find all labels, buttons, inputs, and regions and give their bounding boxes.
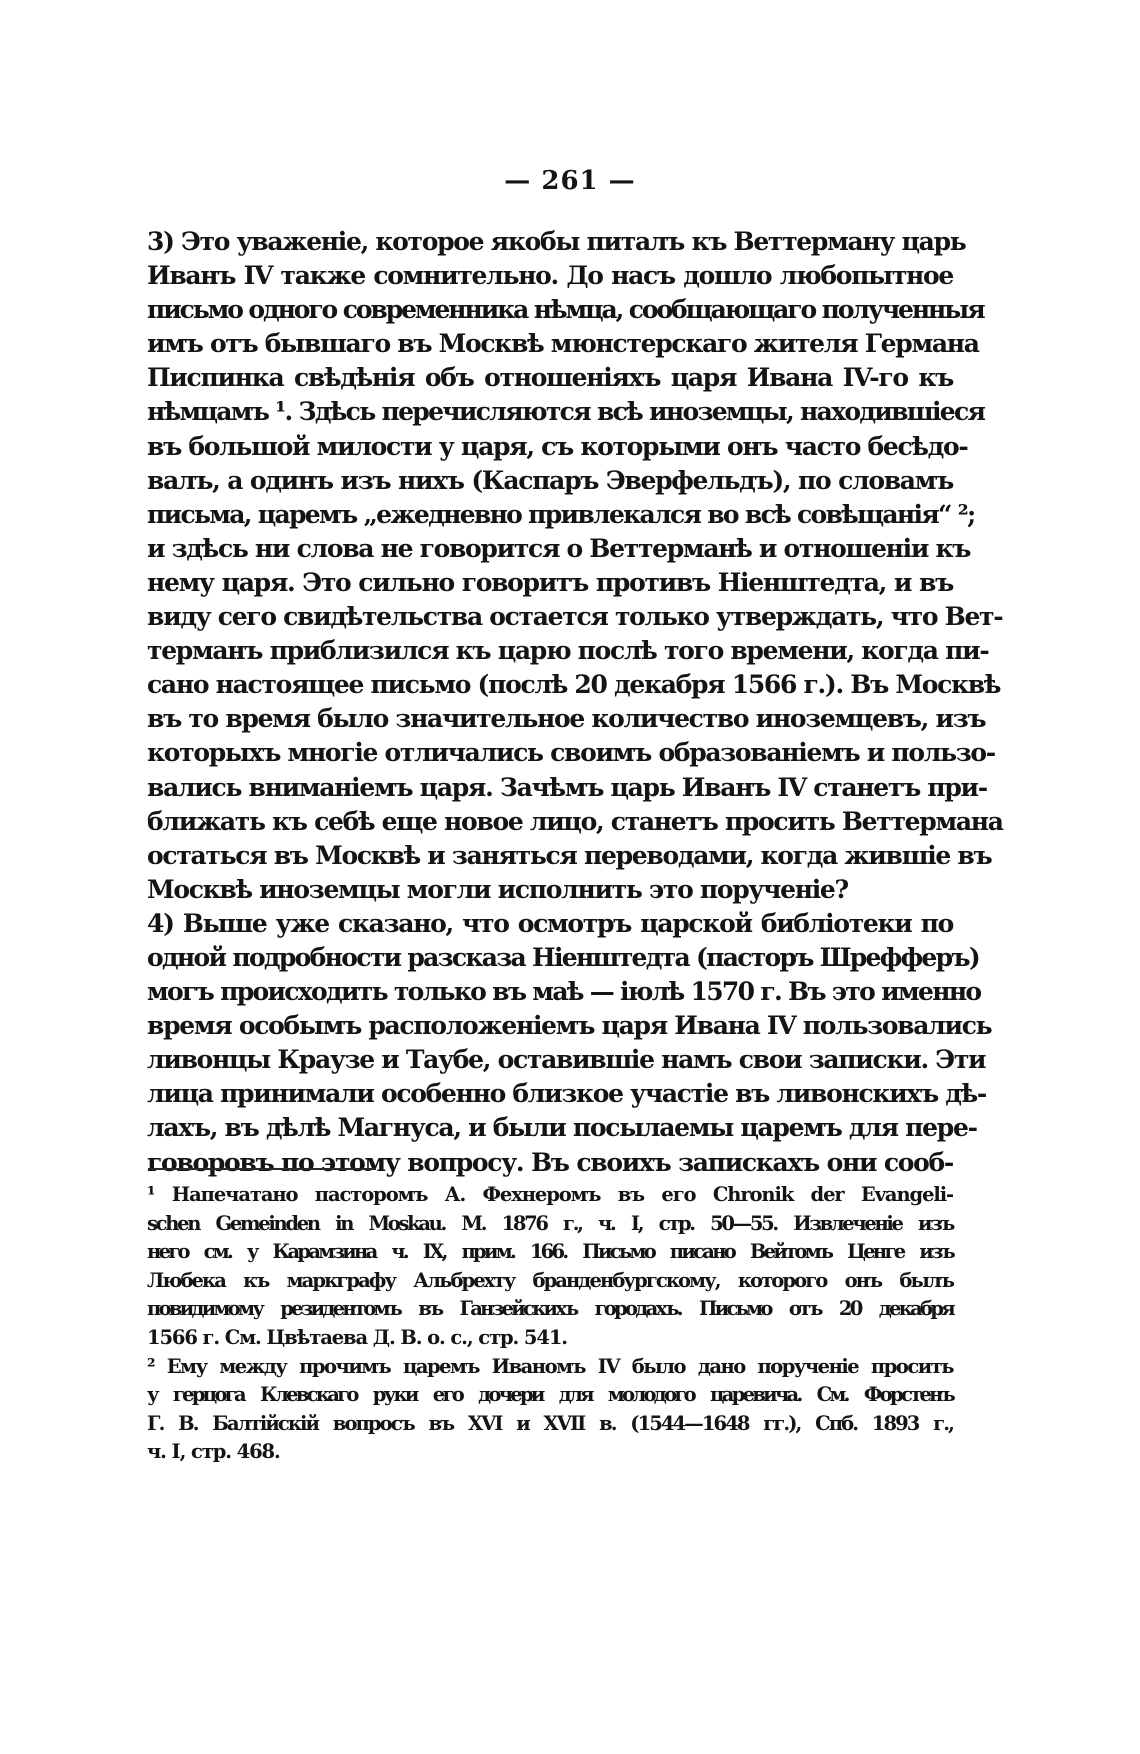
main-text-line: письма, царемъ „ежедневно привлекался во всѣ совѣщанія“ ²; bbox=[147, 499, 975, 529]
main-text-line: Писпинка свѣдѣнія объ отношеніяхъ царя Ивана IV-го къ bbox=[147, 363, 953, 393]
main-text-line: валъ, а одинъ изъ нихъ (Каспаръ Эверфельдъ), по словамъ bbox=[147, 465, 953, 495]
main-text-line: Москвѣ иноземцы могли исполнить это порученіе? bbox=[147, 874, 848, 904]
main-text-line: одной подробности разсказа Ніенштедта (пасторъ Шрефферъ) bbox=[147, 942, 980, 972]
main-text-line: говоровъ по этому вопросу. Въ своихъ запискахъ они сооб- bbox=[147, 1147, 953, 1177]
footnote-line: ² Ему между прочимъ царемъ Иваномъ IV было дано порученіе просить bbox=[147, 1354, 953, 1378]
main-text-line: виду сего свидѣтельства остается только утверждать, что Вет- bbox=[147, 602, 1003, 632]
footnotes bbox=[147, 1181, 953, 1467]
main-text bbox=[147, 225, 1003, 1180]
main-text-line: и здѣсь ни слова не говорится о Веттерманѣ и отношеніи къ bbox=[147, 533, 971, 563]
main-text-line: лахъ, въ дѣлѣ Магнуса, и были посылаемы царемъ для пере- bbox=[147, 1113, 977, 1143]
main-text-line: терманъ приблизился къ царю послѣ того времени, когда пи- bbox=[147, 636, 989, 666]
main-text-line: время особымъ расположеніемъ царя Ивана IV пользовались bbox=[147, 1011, 992, 1041]
footnote-line: у герцога Клевскаго руки его дочери для молодого царевича. См. Форстенъ bbox=[147, 1383, 953, 1407]
main-text-line: нѣмцамъ ¹. Здѣсь перечисляются всѣ иноземцы, находившіеся bbox=[147, 397, 985, 427]
footnote-line: ч. I, стр. 468. bbox=[147, 1440, 280, 1464]
main-text-line: которыхъ многіе отличались своимъ образованіемъ и пользо- bbox=[147, 738, 995, 768]
main-text-line: 3) Это уваженіе, которое якобы питалъ къ Веттерману царь bbox=[147, 227, 966, 256]
main-text-line: въ большой милости у царя, съ которыми онъ часто бесѣдо- bbox=[147, 431, 968, 461]
footnote-line: schen Gemeinden in Moskau. М. 1876 г., ч. I, стр. 50—55. Извлеченіе изъ bbox=[147, 1211, 953, 1235]
page-number: — 261 — bbox=[504, 166, 636, 196]
main-text-line: 4) Выше уже сказано, что осмотръ царской библіотеки по bbox=[147, 908, 953, 938]
main-text-line: имъ отъ бывшаго въ Москвѣ мюнстерскаго жителя Германа bbox=[147, 329, 979, 359]
main-text-line: остаться въ Москвѣ и заняться переводами, когда жившіе въ bbox=[147, 840, 992, 870]
main-text-line: ливонцы Краузе и Таубе, оставившіе намъ свои записки. Эти bbox=[147, 1045, 986, 1075]
footnote-line: Г. В. Балтійскій вопросъ въ XVI и XVII в. (1544—1648 гг.), Спб. 1893 г., bbox=[147, 1411, 953, 1435]
main-text-line: письмо одного современника нѣмца, сообщающаго полученныя bbox=[147, 295, 984, 325]
main-text-line: могъ происходить только въ маѣ — іюлѣ 1570 г. Въ это именно bbox=[147, 977, 981, 1007]
footnote-line: повидимому резидентомъ въ Ганзейскихъ городахъ. Письмо отъ 20 декабря bbox=[147, 1297, 953, 1321]
main-text-line: вались вниманіемъ царя. Зачѣмъ царь Иванъ IV станетъ при- bbox=[147, 772, 987, 802]
main-text-line: сано настоящее письмо (послѣ 20 декабря 1566 г.). Въ Москвѣ bbox=[147, 670, 1001, 700]
footnote-separator bbox=[148, 1168, 376, 1170]
main-text-line: ближать къ себѣ еще новое лицо, станетъ просить Веттермана bbox=[147, 806, 1003, 836]
footnote-line: Любека къ маркграфу Альбрехту бранденбургскому, которого онъ былъ bbox=[147, 1268, 953, 1292]
footnote-line: него см. у Карамзина ч. IX, прим. 166. Письмо писано Вейтомъ Ценге изъ bbox=[147, 1240, 953, 1264]
main-text-line: Иванъ IV также сомнительно. До насъ дошло любопытное bbox=[147, 261, 953, 291]
footnote-line: 1566 г. См. Цвѣтаева Д. В. о. с., стр. 541. bbox=[147, 1325, 567, 1349]
main-text-line: въ то время было значительное количество иноземцевъ, изъ bbox=[147, 704, 986, 734]
footnote-line: ¹ Напечатано пасторомъ А. Фехнеромъ въ его Chronik der Evangeli- bbox=[147, 1183, 953, 1206]
main-text-line: лица принимали особенно близкое участіе въ ливонскихъ дѣ- bbox=[147, 1079, 986, 1109]
main-text-line: нему царя. Это сильно говоритъ противъ Ніенштедта, и въ bbox=[147, 567, 953, 597]
